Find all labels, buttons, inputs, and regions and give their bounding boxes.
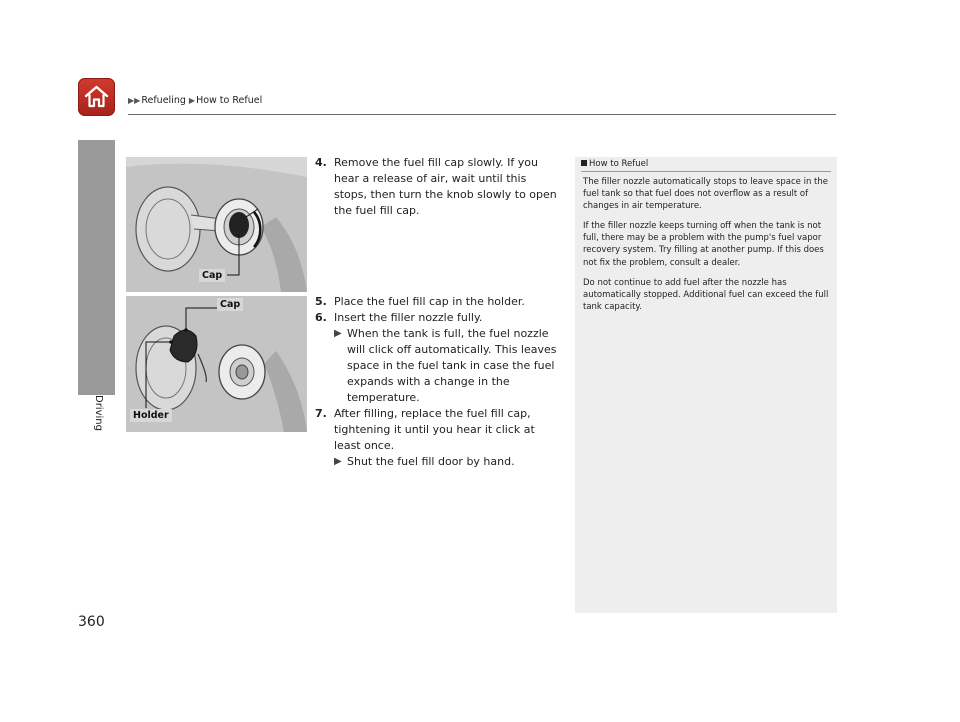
breadcrumb <box>128 95 262 106</box>
step-6 <box>315 310 560 326</box>
step-text: Place the fuel fill cap in the holder. <box>334 295 525 308</box>
cap-callout: Cap <box>199 269 225 282</box>
breadcrumb-item-refueling[interactable]: Refueling <box>141 95 186 106</box>
step-text: After filling, replace the fuel fill cap, tightening it until you hear it click at least once. <box>334 407 535 452</box>
step-5 <box>315 294 560 310</box>
note-box <box>575 157 837 613</box>
triangle-right-icon: ▶ <box>334 456 342 467</box>
section-tab <box>78 140 115 395</box>
triangle-right-icon: ▶ <box>334 328 342 339</box>
cap-callout: Cap <box>217 298 243 311</box>
step-number: 6. <box>315 311 327 324</box>
step-text: Insert the filler nozzle fully. <box>334 311 483 324</box>
triangle-right-icon: ▶ <box>188 96 196 105</box>
steps-5-7-block <box>315 294 560 470</box>
figure-cap-holder <box>126 296 307 432</box>
home-button[interactable] <box>78 78 115 116</box>
triangle-right-icon: ▶▶ <box>128 96 141 105</box>
step-7 <box>315 406 560 454</box>
result-text: When the tank is full, the fuel nozzle will click off automatically. This leaves space in the fuel tank in case the fuel expands with a change in the temperature. <box>347 327 557 404</box>
step-number: 7. <box>315 407 327 420</box>
note-body <box>583 176 833 321</box>
holder-callout: Holder <box>130 409 172 422</box>
home-icon <box>83 83 110 110</box>
step-text: Remove the fuel fill cap slowly. If you hear a release of air, wait until this stops, then turn the knob slowly to open the fuel fill cap. <box>334 156 557 217</box>
note-title[interactable]: How to Refuel <box>589 159 649 169</box>
section-label: Driving <box>93 395 104 431</box>
step-4 <box>315 155 560 219</box>
step-number: 4. <box>315 156 327 169</box>
figure-remove-cap <box>126 157 307 292</box>
note-paragraph: The filler nozzle automatically stops to leave space in the fuel tank so that fuel does not overflow as a result of changes in air temperature. <box>583 177 828 212</box>
note-paragraph: If the filler nozzle keeps turning off when the tank is not full, there may be a problem with the pump's fuel vapor recovery system. Try filling at another pump. If this does not fix the problem, consult a dealer. <box>583 221 824 268</box>
note-paragraph: Do not continue to add fuel after the nozzle has automatically stopped. Additional fuel can exceed the full tank capacity. <box>583 277 829 312</box>
note-marker-icon <box>581 160 587 166</box>
step-6-result <box>315 326 560 406</box>
step-4-block <box>315 155 560 219</box>
header-divider <box>128 114 836 115</box>
step-7-result <box>315 454 560 470</box>
note-header <box>581 159 831 172</box>
breadcrumb-item-how-to-refuel[interactable]: How to Refuel <box>196 95 263 106</box>
page-number: 360 <box>78 614 105 630</box>
step-number: 5. <box>315 295 327 308</box>
result-text: Shut the fuel fill door by hand. <box>347 455 515 468</box>
